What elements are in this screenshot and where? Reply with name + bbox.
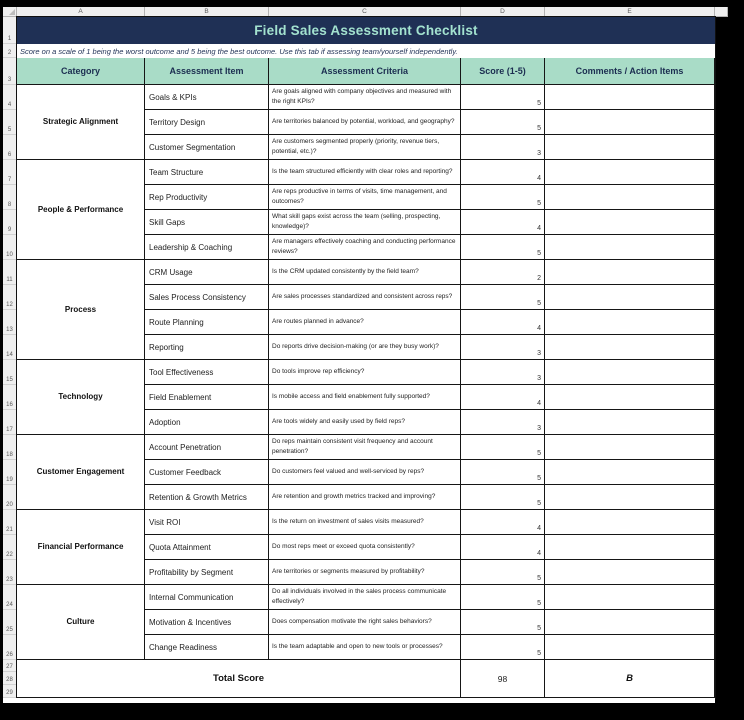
comment-cell[interactable] bbox=[545, 485, 715, 510]
row-header-1[interactable]: 1 bbox=[3, 17, 17, 44]
assessment-criteria-cell[interactable]: Do reps maintain consistent visit frequency and account penetration? bbox=[269, 435, 461, 460]
score-cell[interactable]: 4 bbox=[461, 385, 545, 410]
row-header-4[interactable]: 4 bbox=[3, 85, 17, 110]
score-cell[interactable]: 5 bbox=[461, 585, 545, 610]
assessment-item-cell[interactable]: Team Structure bbox=[145, 160, 269, 185]
score-cell[interactable]: 4 bbox=[461, 310, 545, 335]
comment-cell[interactable] bbox=[545, 385, 715, 410]
assessment-criteria-cell[interactable]: What skill gaps exist across the team (selling, prospecting, knowledge)? bbox=[269, 210, 461, 235]
comment-cell[interactable] bbox=[545, 460, 715, 485]
row-header-20[interactable]: 20 bbox=[3, 485, 17, 510]
row-header-29[interactable]: 29 bbox=[3, 685, 17, 698]
score-cell[interactable]: 5 bbox=[461, 610, 545, 635]
row-header-10[interactable]: 10 bbox=[3, 235, 17, 260]
assessment-item-cell[interactable]: Tool Effectiveness bbox=[145, 360, 269, 385]
row-header-5[interactable]: 5 bbox=[3, 110, 17, 135]
assessment-criteria-cell[interactable]: Is mobile access and field enablement fully supported? bbox=[269, 385, 461, 410]
score-cell[interactable]: 2 bbox=[461, 260, 545, 285]
assessment-item-cell[interactable]: Internal Communication bbox=[145, 585, 269, 610]
assessment-item-cell[interactable]: Account Penetration bbox=[145, 435, 269, 460]
column-header-assessment-criteria[interactable]: Assessment Criteria bbox=[269, 58, 461, 85]
assessment-criteria-cell[interactable]: Are retention and growth metrics tracked and improving? bbox=[269, 485, 461, 510]
assessment-item-cell[interactable]: Customer Feedback bbox=[145, 460, 269, 485]
row-header-7[interactable]: 7 bbox=[3, 160, 17, 185]
assessment-item-cell[interactable]: Goals & KPIs bbox=[145, 85, 269, 110]
comment-cell[interactable] bbox=[545, 310, 715, 335]
assessment-criteria-cell[interactable]: Is the team structured efficiently with clear roles and reporting? bbox=[269, 160, 461, 185]
assessment-criteria-cell[interactable]: Do most reps meet or exceed quota consistently? bbox=[269, 535, 461, 560]
comment-cell[interactable] bbox=[545, 535, 715, 560]
score-cell[interactable]: 5 bbox=[461, 285, 545, 310]
comment-cell[interactable] bbox=[545, 410, 715, 435]
score-cell[interactable]: 3 bbox=[461, 335, 545, 360]
score-cell[interactable]: 5 bbox=[461, 485, 545, 510]
assessment-item-cell[interactable]: Field Enablement bbox=[145, 385, 269, 410]
column-header-strip bbox=[17, 7, 728, 17]
column-header-comments[interactable]: Comments / Action Items bbox=[545, 58, 715, 85]
row-header-9[interactable]: 9 bbox=[3, 210, 17, 235]
assessment-criteria-cell[interactable]: Does compensation motivate the right sales behaviors? bbox=[269, 610, 461, 635]
assessment-item-cell[interactable]: Retention & Growth Metrics bbox=[145, 485, 269, 510]
score-cell[interactable]: 5 bbox=[461, 560, 545, 585]
comment-cell[interactable] bbox=[545, 560, 715, 585]
assessment-criteria-cell[interactable]: Are managers effectively coaching and conducting performance reviews? bbox=[269, 235, 461, 260]
column-header-d[interactable]: D bbox=[461, 7, 545, 17]
row-header-gutter bbox=[3, 17, 17, 698]
assessment-criteria-cell[interactable]: Are reps productive in terms of visits, time management, and outcomes? bbox=[269, 185, 461, 210]
assessment-criteria-cell[interactable]: Are territories or segments measured by profitability? bbox=[269, 560, 461, 585]
comment-cell[interactable] bbox=[545, 85, 715, 110]
score-cell[interactable]: 3 bbox=[461, 360, 545, 385]
row-header-26[interactable]: 26 bbox=[3, 635, 17, 660]
assessment-item-cell[interactable]: Motivation & Incentives bbox=[145, 610, 269, 635]
assessment-item-cell[interactable]: Change Readiness bbox=[145, 635, 269, 660]
row-header-6[interactable]: 6 bbox=[3, 135, 17, 160]
assessment-criteria-cell[interactable]: Do tools improve rep efficiency? bbox=[269, 360, 461, 385]
column-header-assessment-item[interactable]: Assessment Item bbox=[145, 58, 269, 85]
comment-cell[interactable] bbox=[545, 160, 715, 185]
score-cell[interactable]: 3 bbox=[461, 135, 545, 160]
column-header-c[interactable]: C bbox=[269, 7, 461, 17]
column-header-score[interactable]: Score (1-5) bbox=[461, 58, 545, 85]
row-header-12[interactable]: 12 bbox=[3, 285, 17, 310]
assessment-item-cell[interactable]: Route Planning bbox=[145, 310, 269, 335]
row-header-15[interactable]: 15 bbox=[3, 360, 17, 385]
row-header-19[interactable]: 19 bbox=[3, 460, 17, 485]
grade-value[interactable]: B bbox=[545, 660, 715, 698]
row-header-27[interactable]: 27 bbox=[3, 660, 17, 672]
assessment-item-cell[interactable]: Leadership & Coaching bbox=[145, 235, 269, 260]
score-cell[interactable]: 3 bbox=[461, 410, 545, 435]
row-header-25[interactable]: 25 bbox=[3, 610, 17, 635]
row-header-17[interactable]: 17 bbox=[3, 410, 17, 435]
total-score-label[interactable]: Total Score bbox=[17, 660, 461, 698]
row-header-8[interactable]: 8 bbox=[3, 185, 17, 210]
row-header-23[interactable]: 23 bbox=[3, 560, 17, 585]
comment-cell[interactable] bbox=[545, 585, 715, 610]
assessment-item-cell[interactable]: Customer Segmentation bbox=[145, 135, 269, 160]
score-cell[interactable]: 5 bbox=[461, 235, 545, 260]
column-header-a[interactable]: A bbox=[17, 7, 145, 17]
assessment-criteria-cell[interactable]: Do all individuals involved in the sales process communicate effectively? bbox=[269, 585, 461, 610]
category-cell[interactable]: Customer Engagement bbox=[17, 435, 145, 510]
assessment-criteria-cell[interactable]: Is the team adaptable and open to new tools or processes? bbox=[269, 635, 461, 660]
row-header-22[interactable]: 22 bbox=[3, 535, 17, 560]
assessment-item-cell[interactable]: Quota Attainment bbox=[145, 535, 269, 560]
assessment-criteria-cell[interactable]: Is the return on investment of sales visits measured? bbox=[269, 510, 461, 535]
assessment-item-cell[interactable]: CRM Usage bbox=[145, 260, 269, 285]
assessment-criteria-cell[interactable]: Are sales processes standardized and consistent across reps? bbox=[269, 285, 461, 310]
column-header-category[interactable]: Category bbox=[17, 58, 145, 85]
comment-cell[interactable] bbox=[545, 335, 715, 360]
row-header-18[interactable]: 18 bbox=[3, 435, 17, 460]
assessment-criteria-cell[interactable]: Are goals aligned with company objectives and measured with the right KPIs? bbox=[269, 85, 461, 110]
score-cell[interactable]: 5 bbox=[461, 635, 545, 660]
assessment-criteria-cell[interactable]: Do reports drive decision-making (or are they busy work)? bbox=[269, 335, 461, 360]
comment-cell[interactable] bbox=[545, 185, 715, 210]
column-header-b[interactable]: B bbox=[145, 7, 269, 17]
row-header-28[interactable]: 28 bbox=[3, 672, 17, 685]
score-cell[interactable]: 4 bbox=[461, 160, 545, 185]
assessment-item-cell[interactable]: Rep Productivity bbox=[145, 185, 269, 210]
sheet-title[interactable]: Field Sales Assessment Checklist bbox=[17, 17, 715, 44]
assessment-criteria-cell[interactable]: Are tools widely and easily used by field reps? bbox=[269, 410, 461, 435]
comment-cell[interactable] bbox=[545, 285, 715, 310]
row-header-13[interactable]: 13 bbox=[3, 310, 17, 335]
row-header-11[interactable]: 11 bbox=[3, 260, 17, 285]
category-cell[interactable]: Culture bbox=[17, 585, 145, 660]
score-cell[interactable]: 4 bbox=[461, 210, 545, 235]
assessment-item-cell[interactable]: Profitability by Segment bbox=[145, 560, 269, 585]
score-cell[interactable]: 5 bbox=[461, 460, 545, 485]
assessment-item-cell[interactable]: Sales Process Consistency bbox=[145, 285, 269, 310]
select-all-corner[interactable] bbox=[3, 7, 17, 17]
category-cell[interactable]: Financial Performance bbox=[17, 510, 145, 585]
comment-cell[interactable] bbox=[545, 235, 715, 260]
scoring-instructions[interactable]: Score on a scale of 1 being the worst outcome and 5 being the best outcome. Use this tab if assessing team/yourself independently. bbox=[20, 46, 458, 56]
score-cell[interactable]: 5 bbox=[461, 110, 545, 135]
assessment-criteria-cell[interactable]: Are territories balanced by potential, workload, and geography? bbox=[269, 110, 461, 135]
category-cell[interactable]: Strategic Alignment bbox=[17, 85, 145, 160]
column-header-partial bbox=[715, 7, 728, 17]
assessment-sheet bbox=[17, 17, 715, 698]
row-header-16[interactable]: 16 bbox=[3, 385, 17, 410]
comment-cell[interactable] bbox=[545, 210, 715, 235]
comment-cell[interactable] bbox=[545, 610, 715, 635]
assessment-criteria-cell[interactable]: Are customers segmented properly (priority, revenue tiers, potential, etc.)? bbox=[269, 135, 461, 160]
category-cell[interactable]: People & Performance bbox=[17, 160, 145, 260]
select-all-triangle-icon bbox=[9, 9, 15, 15]
row-header-24[interactable]: 24 bbox=[3, 585, 17, 610]
comment-cell[interactable] bbox=[545, 135, 715, 160]
comment-cell[interactable] bbox=[545, 635, 715, 660]
category-cell[interactable]: Process bbox=[17, 260, 145, 360]
assessment-item-cell[interactable]: Territory Design bbox=[145, 110, 269, 135]
column-header-e[interactable]: E bbox=[545, 7, 715, 17]
comment-cell[interactable] bbox=[545, 360, 715, 385]
score-cell[interactable]: 5 bbox=[461, 85, 545, 110]
assessment-criteria-cell[interactable]: Do customers feel valued and well-serviced by reps? bbox=[269, 460, 461, 485]
assessment-criteria-cell[interactable]: Are routes planned in advance? bbox=[269, 310, 461, 335]
row-header-14[interactable]: 14 bbox=[3, 335, 17, 360]
comment-cell[interactable] bbox=[545, 510, 715, 535]
sheet-bottom-edge bbox=[3, 698, 715, 703]
comment-cell[interactable] bbox=[545, 260, 715, 285]
total-score-value[interactable]: 98 bbox=[461, 660, 545, 698]
assessment-criteria-cell[interactable]: Is the CRM updated consistently by the field team? bbox=[269, 260, 461, 285]
score-cell[interactable]: 4 bbox=[461, 535, 545, 560]
category-cell[interactable]: Technology bbox=[17, 360, 145, 435]
row-header-3[interactable]: 3 bbox=[3, 58, 17, 85]
assessment-item-cell[interactable]: Visit ROI bbox=[145, 510, 269, 535]
assessment-item-cell[interactable]: Adoption bbox=[145, 410, 269, 435]
assessment-item-cell[interactable]: Skill Gaps bbox=[145, 210, 269, 235]
score-cell[interactable]: 5 bbox=[461, 435, 545, 460]
comment-cell[interactable] bbox=[545, 435, 715, 460]
score-cell[interactable]: 5 bbox=[461, 185, 545, 210]
row-header-2[interactable]: 2 bbox=[3, 44, 17, 58]
score-cell[interactable]: 4 bbox=[461, 510, 545, 535]
assessment-item-cell[interactable]: Reporting bbox=[145, 335, 269, 360]
row-header-21[interactable]: 21 bbox=[3, 510, 17, 535]
comment-cell[interactable] bbox=[545, 110, 715, 135]
